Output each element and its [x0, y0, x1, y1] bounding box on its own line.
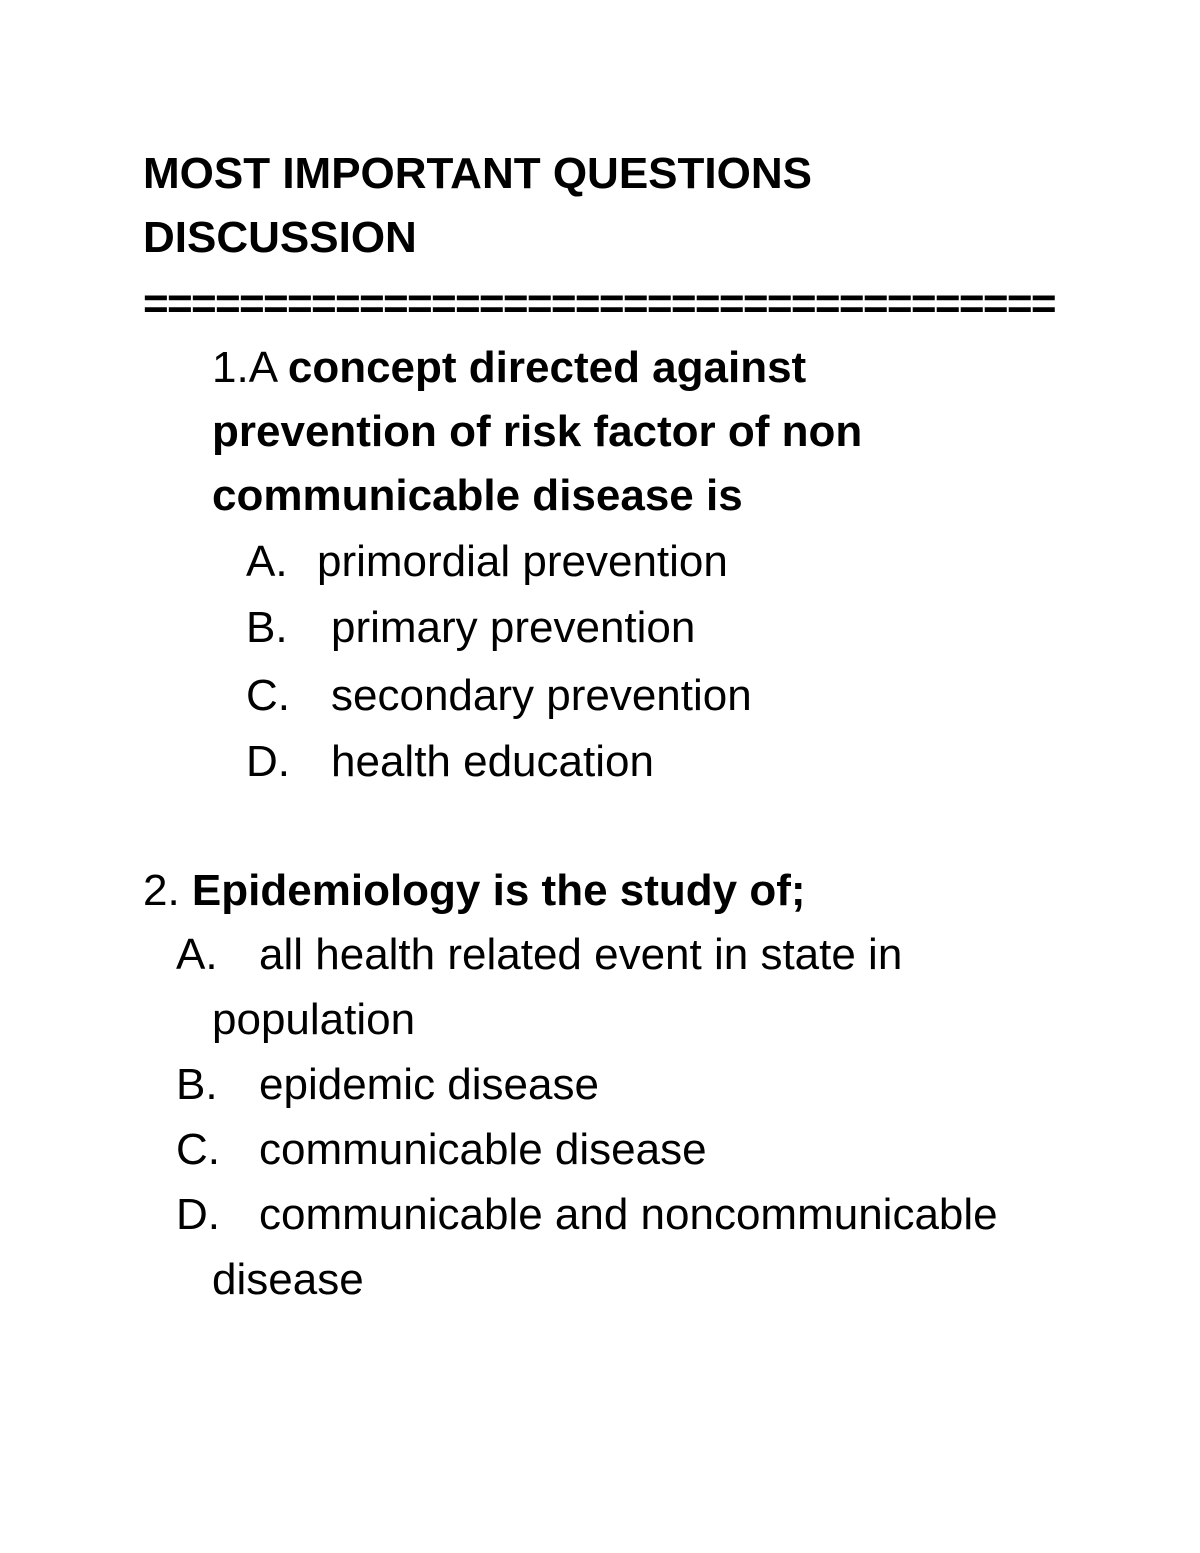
question-2-number: 2. [143, 866, 192, 915]
question-1-number: 1. [212, 343, 249, 392]
separator-line: ====================================== [143, 279, 1055, 328]
question-2-stem-line [143, 866, 806, 915]
document-title-line-1: MOST IMPORTANT QUESTIONS [143, 149, 812, 198]
option-text-line-2: population [212, 995, 416, 1044]
option-text-line-1: all health related event in state in [259, 930, 903, 979]
option-letter: B. [176, 1060, 218, 1109]
question-1-stem-line-1 [212, 343, 807, 392]
question-1-stem-line-3: communicable disease is [212, 471, 743, 520]
option-letter: A. [176, 930, 218, 979]
question-1-stem-line-2: prevention of risk factor of non [212, 407, 863, 456]
option-text: secondary prevention [331, 671, 752, 720]
option-text-line-2: disease [212, 1255, 364, 1304]
option-letter: A. [246, 537, 288, 586]
option-text-line-1: communicable disease [259, 1125, 707, 1174]
question-1-lead: A [248, 343, 288, 392]
question-1-stem-text-1: concept directed against [287, 343, 807, 392]
option-letter: C. [246, 671, 290, 720]
option-letter: B. [246, 603, 288, 652]
option-text-line-1: epidemic disease [259, 1060, 599, 1109]
document-title-line-2: DISCUSSION [143, 213, 417, 262]
question-2-stem-text: Epidemiology is the study of; [191, 866, 806, 915]
option-letter: D. [246, 737, 290, 786]
option-letter: D. [176, 1190, 220, 1239]
option-text: primordial prevention [317, 537, 728, 586]
option-text-line-1: communicable and noncommunicable [259, 1190, 998, 1239]
option-letter: C. [176, 1125, 220, 1174]
option-text: health education [331, 737, 654, 786]
option-text: primary prevention [331, 603, 696, 652]
